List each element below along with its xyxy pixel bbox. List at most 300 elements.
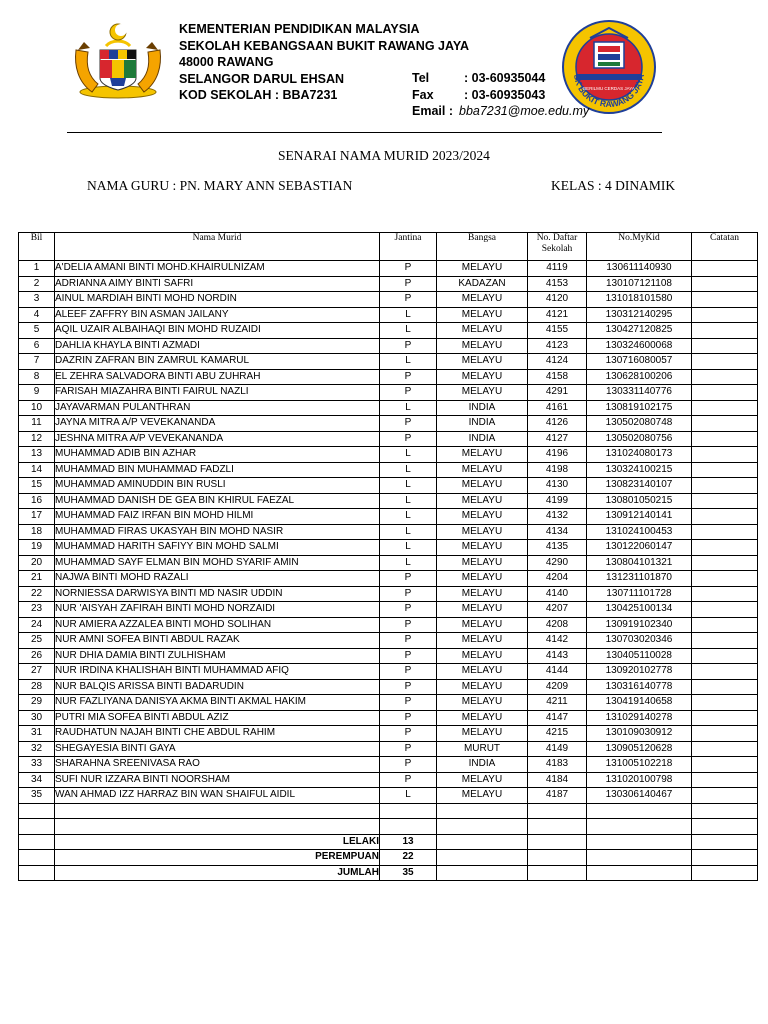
student-gender: P — [380, 772, 437, 788]
table-row — [19, 633, 758, 649]
student-gender: P — [380, 602, 437, 618]
row-number: 13 — [19, 447, 55, 463]
student-mykid: 131029140278 — [587, 710, 692, 726]
student-notes — [692, 602, 758, 618]
summary-blank — [692, 850, 758, 866]
student-reg-no: 4147 — [528, 710, 587, 726]
row-number: 25 — [19, 633, 55, 649]
summary-blank — [437, 865, 528, 881]
student-reg-no: 4130 — [528, 478, 587, 494]
student-gender: P — [380, 710, 437, 726]
summary-row — [19, 865, 758, 881]
summary-blank — [19, 834, 55, 850]
summary-blank — [437, 850, 528, 866]
student-reg-no: 4207 — [528, 602, 587, 618]
student-name: MUHAMMAD AMINUDDIN BIN RUSLI — [55, 478, 380, 494]
student-race: KADAZAN — [437, 276, 528, 292]
student-mykid: 131231101870 — [587, 571, 692, 587]
header-bil: Bil — [19, 233, 55, 261]
table-row — [19, 462, 758, 478]
student-mykid: 130427120825 — [587, 323, 692, 339]
table-row — [19, 571, 758, 587]
student-notes — [692, 431, 758, 447]
student-gender: P — [380, 571, 437, 587]
student-notes — [692, 307, 758, 323]
student-name: A'DELIA AMANI BINTI MOHD.KHAIRULNIZAM — [55, 261, 380, 277]
row-number: 14 — [19, 462, 55, 478]
student-reg-no: 4140 — [528, 586, 587, 602]
student-race: MELAYU — [437, 338, 528, 354]
empty-cell — [692, 819, 758, 835]
row-number: 33 — [19, 757, 55, 773]
student-gender: L — [380, 400, 437, 416]
student-mykid: 130306140467 — [587, 788, 692, 804]
summary-blank — [528, 850, 587, 866]
student-reg-no: 4124 — [528, 354, 587, 370]
student-name: NUR IRDINA KHALISHAH BINTI MUHAMMAD AFIQ — [55, 664, 380, 680]
student-name: MUHAMMAD FAIZ IRFAN BIN MOHD HILMI — [55, 509, 380, 525]
table-row — [19, 540, 758, 556]
student-gender: L — [380, 493, 437, 509]
row-number: 9 — [19, 385, 55, 401]
student-race: MELAYU — [437, 323, 528, 339]
student-reg-no: 4135 — [528, 540, 587, 556]
list-title: SENARAI NAMA MURID 2023/2024 — [278, 148, 490, 163]
student-mykid: 131024080173 — [587, 447, 692, 463]
table-row — [19, 493, 758, 509]
row-number: 31 — [19, 726, 55, 742]
student-gender: L — [380, 323, 437, 339]
table-row — [19, 261, 758, 277]
student-mykid: 130611140930 — [587, 261, 692, 277]
student-gender: P — [380, 757, 437, 773]
empty-cell — [55, 803, 380, 819]
student-gender: L — [380, 788, 437, 804]
student-race: MELAYU — [437, 385, 528, 401]
student-name: MUHAMMAD DANISH DE GEA BIN KHIRUL FAEZAL — [55, 493, 380, 509]
student-notes — [692, 385, 758, 401]
email-value: bba7231@moe.edu.my — [459, 104, 590, 118]
header-reg — [528, 233, 587, 261]
student-name: FARISAH MIAZAHRA BINTI FAIRUL NAZLI — [55, 385, 380, 401]
student-reg-no: 4120 — [528, 292, 587, 308]
row-number: 17 — [19, 509, 55, 525]
student-reg-no: 4199 — [528, 493, 587, 509]
student-race: MELAYU — [437, 726, 528, 742]
student-gender: L — [380, 524, 437, 540]
class-name: KELAS : 4 DINAMIK — [551, 178, 676, 193]
row-number: 21 — [19, 571, 55, 587]
student-reg-no: 4158 — [528, 369, 587, 385]
student-mykid: 130819102175 — [587, 400, 692, 416]
student-notes — [692, 261, 758, 277]
header-reg-line2: Sekolah — [541, 244, 573, 254]
student-reg-no: 4144 — [528, 664, 587, 680]
student-notes — [692, 462, 758, 478]
row-number: 5 — [19, 323, 55, 339]
student-name: NUR 'AISYAH ZAFIRAH BINTI MOHD NORZAIDI — [55, 602, 380, 618]
student-mykid: 130823140107 — [587, 478, 692, 494]
student-gender: P — [380, 633, 437, 649]
row-number: 20 — [19, 555, 55, 571]
student-race: MELAYU — [437, 354, 528, 370]
table-row — [19, 338, 758, 354]
row-number: 26 — [19, 648, 55, 664]
student-notes — [692, 648, 758, 664]
student-name: MUHAMMAD ADIB BIN AZHAR — [55, 447, 380, 463]
student-name: SHARAHNA SREENIVASA RAO — [55, 757, 380, 773]
student-reg-no: 4208 — [528, 617, 587, 633]
table-row — [19, 741, 758, 757]
student-mykid: 131018101580 — [587, 292, 692, 308]
student-gender: L — [380, 307, 437, 323]
sk-bukit-rawang-jaya-crest-icon — [560, 18, 658, 116]
student-gender: L — [380, 540, 437, 556]
student-notes — [692, 757, 758, 773]
table-row — [19, 369, 758, 385]
table-row — [19, 509, 758, 525]
student-race: MELAYU — [437, 695, 528, 711]
tel-value: : 03-60935044 — [464, 71, 546, 85]
row-number: 8 — [19, 369, 55, 385]
student-notes — [692, 571, 758, 587]
table-row — [19, 478, 758, 494]
row-number: 2 — [19, 276, 55, 292]
student-notes — [692, 788, 758, 804]
student-notes — [692, 633, 758, 649]
table-row — [19, 772, 758, 788]
empty-cell — [55, 819, 380, 835]
student-notes — [692, 695, 758, 711]
table-row — [19, 726, 758, 742]
student-notes — [692, 555, 758, 571]
header-divider — [67, 132, 662, 133]
table-row — [19, 757, 758, 773]
student-race: MELAYU — [437, 447, 528, 463]
summary-blank — [587, 865, 692, 881]
student-mykid: 130703020346 — [587, 633, 692, 649]
student-mykid: 130502080756 — [587, 431, 692, 447]
student-race: MELAYU — [437, 664, 528, 680]
student-mykid: 131005102218 — [587, 757, 692, 773]
empty-cell — [19, 819, 55, 835]
student-mykid: 130801050215 — [587, 493, 692, 509]
student-gender: P — [380, 741, 437, 757]
student-gender: L — [380, 509, 437, 525]
student-notes — [692, 586, 758, 602]
summary-label: PEREMPUAN — [55, 850, 380, 866]
row-number: 28 — [19, 679, 55, 695]
student-name: JAYNA MITRA A/P VEVEKANANDA — [55, 416, 380, 432]
student-gender: P — [380, 726, 437, 742]
student-gender: P — [380, 385, 437, 401]
table-row — [19, 555, 758, 571]
row-number: 6 — [19, 338, 55, 354]
summary-blank — [19, 865, 55, 881]
row-number: 18 — [19, 524, 55, 540]
summary-value: 13 — [380, 834, 437, 850]
student-gender: L — [380, 478, 437, 494]
student-reg-no: 4198 — [528, 462, 587, 478]
student-reg-no: 4134 — [528, 524, 587, 540]
student-race: MELAYU — [437, 509, 528, 525]
student-mykid: 130405110028 — [587, 648, 692, 664]
student-race: MELAYU — [437, 307, 528, 323]
row-number: 15 — [19, 478, 55, 494]
row-number: 35 — [19, 788, 55, 804]
table-row — [19, 586, 758, 602]
student-reg-no: 4119 — [528, 261, 587, 277]
student-race: MELAYU — [437, 555, 528, 571]
student-mykid: 130419140658 — [587, 695, 692, 711]
empty-cell — [587, 819, 692, 835]
student-mykid: 130804101321 — [587, 555, 692, 571]
student-mykid: 130920102778 — [587, 664, 692, 680]
fax-label: Fax — [412, 87, 434, 102]
student-mykid: 130316140778 — [587, 679, 692, 695]
student-name: NUR AMNI SOFEA BINTI ABDUL RAZAK — [55, 633, 380, 649]
student-reg-no: 4290 — [528, 555, 587, 571]
student-notes — [692, 524, 758, 540]
student-gender: P — [380, 416, 437, 432]
table-row — [19, 323, 758, 339]
malaysia-coat-of-arms-icon — [68, 20, 168, 106]
summary-row — [19, 850, 758, 866]
student-name: DAZRIN ZAFRAN BIN ZAMRUL KAMARUL — [55, 354, 380, 370]
empty-cell — [528, 803, 587, 819]
student-table — [18, 232, 758, 881]
table-row — [19, 276, 758, 292]
state: SELANGOR DARUL EHSAN — [179, 71, 345, 86]
student-race: INDIA — [437, 431, 528, 447]
summary-value: 22 — [380, 850, 437, 866]
student-notes — [692, 726, 758, 742]
student-notes — [692, 447, 758, 463]
student-name: PUTRI MIA SOFEA BINTI ABDUL AZIZ — [55, 710, 380, 726]
student-name: MUHAMMAD BIN MUHAMMAD FADZLI — [55, 462, 380, 478]
row-number: 12 — [19, 431, 55, 447]
student-name: SUFI NUR IZZARA BINTI NOORSHAM — [55, 772, 380, 788]
row-number: 29 — [19, 695, 55, 711]
summary-label: LELAKI — [55, 834, 380, 850]
empty-cell — [437, 803, 528, 819]
student-mykid: 130425100134 — [587, 602, 692, 618]
student-reg-no: 4127 — [528, 431, 587, 447]
student-gender: P — [380, 648, 437, 664]
empty-cell — [19, 803, 55, 819]
row-number: 24 — [19, 617, 55, 633]
table-row — [19, 447, 758, 463]
student-reg-no: 4204 — [528, 571, 587, 587]
student-mykid: 130919102340 — [587, 617, 692, 633]
student-notes — [692, 710, 758, 726]
student-notes — [692, 323, 758, 339]
summary-blank — [528, 865, 587, 881]
summary-row — [19, 834, 758, 850]
table-row — [19, 710, 758, 726]
student-race: INDIA — [437, 416, 528, 432]
student-name: MUHAMMAD HARITH SAFIYY BIN MOHD SALMI — [55, 540, 380, 556]
student-gender: P — [380, 664, 437, 680]
ministry-name: KEMENTERIAN PENDIDIKAN MALAYSIA — [179, 22, 420, 36]
header-race: Bangsa — [437, 233, 528, 261]
crest-motto: BERILMU CERDAS JAYA — [583, 86, 635, 91]
student-reg-no: 4121 — [528, 307, 587, 323]
table-row — [19, 385, 758, 401]
student-race: MELAYU — [437, 478, 528, 494]
fax-value: : 03-60935043 — [464, 87, 546, 102]
student-reg-no: 4291 — [528, 385, 587, 401]
student-gender: P — [380, 679, 437, 695]
student-reg-no: 4196 — [528, 447, 587, 463]
row-number: 23 — [19, 602, 55, 618]
summary-label: JUMLAH — [55, 865, 380, 881]
student-mykid: 130331140776 — [587, 385, 692, 401]
row-number: 3 — [19, 292, 55, 308]
student-notes — [692, 741, 758, 757]
student-reg-no: 4132 — [528, 509, 587, 525]
student-name: NUR BALQIS ARISSA BINTI BADARUDIN — [55, 679, 380, 695]
summary-blank — [692, 865, 758, 881]
row-number: 30 — [19, 710, 55, 726]
email-label: Email : — [412, 104, 453, 118]
empty-cell — [380, 803, 437, 819]
student-name: RAUDHATUN NAJAH BINTI CHE ABDUL RAHIM — [55, 726, 380, 742]
header-name: Nama Murid — [55, 233, 380, 261]
student-reg-no: 4183 — [528, 757, 587, 773]
summary-blank — [587, 850, 692, 866]
row-number: 34 — [19, 772, 55, 788]
table-header-row — [19, 233, 758, 261]
student-name: MUHAMMAD FIRAS UKASYAH BIN MOHD NASIR — [55, 524, 380, 540]
student-name: NAJWA BINTI MOHD RAZALI — [55, 571, 380, 587]
student-name: MUHAMMAD SAYF ELMAN BIN MOHD SYARIF AMIN — [55, 555, 380, 571]
student-mykid: 131020100798 — [587, 772, 692, 788]
postcode: 48000 RAWANG — [179, 55, 274, 69]
row-number: 10 — [19, 400, 55, 416]
student-reg-no: 4184 — [528, 772, 587, 788]
student-reg-no: 4215 — [528, 726, 587, 742]
empty-row — [19, 819, 758, 835]
student-race: MELAYU — [437, 571, 528, 587]
student-gender: P — [380, 261, 437, 277]
student-name: NORNIESSA DARWISYA BINTI MD NASIR UDDIN — [55, 586, 380, 602]
student-reg-no: 4142 — [528, 633, 587, 649]
table-row — [19, 695, 758, 711]
student-notes — [692, 292, 758, 308]
student-mykid: 130109030912 — [587, 726, 692, 742]
student-notes — [692, 276, 758, 292]
empty-cell — [692, 803, 758, 819]
student-race: MELAYU — [437, 648, 528, 664]
row-number: 16 — [19, 493, 55, 509]
student-name: ADRIANNA AIMY BINTI SAFRI — [55, 276, 380, 292]
student-race: INDIA — [437, 400, 528, 416]
student-gender: P — [380, 338, 437, 354]
student-race: MELAYU — [437, 524, 528, 540]
student-name: WAN AHMAD IZZ HARRAZ BIN WAN SHAIFUL AIDIL — [55, 788, 380, 804]
empty-cell — [587, 803, 692, 819]
summary-value: 35 — [380, 865, 437, 881]
student-notes — [692, 540, 758, 556]
student-mykid: 130107121108 — [587, 276, 692, 292]
student-name: EL ZEHRA SALVADORA BINTI ABU ZUHRAH — [55, 369, 380, 385]
table-row — [19, 648, 758, 664]
header-gender: Jantina — [380, 233, 437, 261]
table-row — [19, 617, 758, 633]
student-gender: P — [380, 431, 437, 447]
school-name: SEKOLAH KEBANGSAAN BUKIT RAWANG JAYA — [179, 38, 470, 53]
student-race: MELAYU — [437, 540, 528, 556]
student-reg-no: 4153 — [528, 276, 587, 292]
student-race: MELAYU — [437, 602, 528, 618]
student-name: JESHNA MITRA A/P VEVEKANANDA — [55, 431, 380, 447]
student-mykid: 131024100453 — [587, 524, 692, 540]
student-mykid: 130324100215 — [587, 462, 692, 478]
table-row — [19, 602, 758, 618]
student-gender: P — [380, 276, 437, 292]
table-row — [19, 416, 758, 432]
student-notes — [692, 416, 758, 432]
student-race: MELAYU — [437, 493, 528, 509]
student-mykid: 130905120628 — [587, 741, 692, 757]
student-name: NUR DHIA DAMIA BINTI ZULHISHAM — [55, 648, 380, 664]
student-race: MELAYU — [437, 292, 528, 308]
student-notes — [692, 354, 758, 370]
tel-label: Tel — [412, 71, 430, 85]
student-mykid: 130711101728 — [587, 586, 692, 602]
summary-blank — [19, 850, 55, 866]
student-race: MELAYU — [437, 788, 528, 804]
table-row — [19, 307, 758, 323]
student-race: MELAYU — [437, 772, 528, 788]
student-notes — [692, 617, 758, 633]
student-name: SHEGAYESIA BINTI GAYA — [55, 741, 380, 757]
empty-cell — [528, 819, 587, 835]
student-reg-no: 4149 — [528, 741, 587, 757]
student-reg-no: 4209 — [528, 679, 587, 695]
table-row — [19, 524, 758, 540]
row-number: 22 — [19, 586, 55, 602]
student-race: MELAYU — [437, 633, 528, 649]
student-gender: P — [380, 586, 437, 602]
student-notes — [692, 478, 758, 494]
student-notes — [692, 509, 758, 525]
student-name: NUR AMIERA AZZALEA BINTI MOHD SOLIHAN — [55, 617, 380, 633]
header-mykid: No.MyKid — [587, 233, 692, 261]
student-notes — [692, 664, 758, 680]
student-mykid: 130312140295 — [587, 307, 692, 323]
student-notes — [692, 493, 758, 509]
student-reg-no: 4123 — [528, 338, 587, 354]
student-name: AINUL MARDIAH BINTI MOHD NORDIN — [55, 292, 380, 308]
table-row — [19, 679, 758, 695]
student-name: NUR FAZLIYANA DANISYA AKMA BINTI AKMAL HAKIM — [55, 695, 380, 711]
student-mykid: 130912140141 — [587, 509, 692, 525]
student-race: MURUT — [437, 741, 528, 757]
student-gender: L — [380, 354, 437, 370]
student-mykid: 130122060147 — [587, 540, 692, 556]
empty-row — [19, 803, 758, 819]
summary-blank — [692, 834, 758, 850]
header-notes: Catatan — [692, 233, 758, 261]
empty-cell — [380, 819, 437, 835]
student-race: MELAYU — [437, 617, 528, 633]
student-mykid: 130628100206 — [587, 369, 692, 385]
student-race: INDIA — [437, 757, 528, 773]
summary-blank — [528, 834, 587, 850]
student-notes — [692, 338, 758, 354]
